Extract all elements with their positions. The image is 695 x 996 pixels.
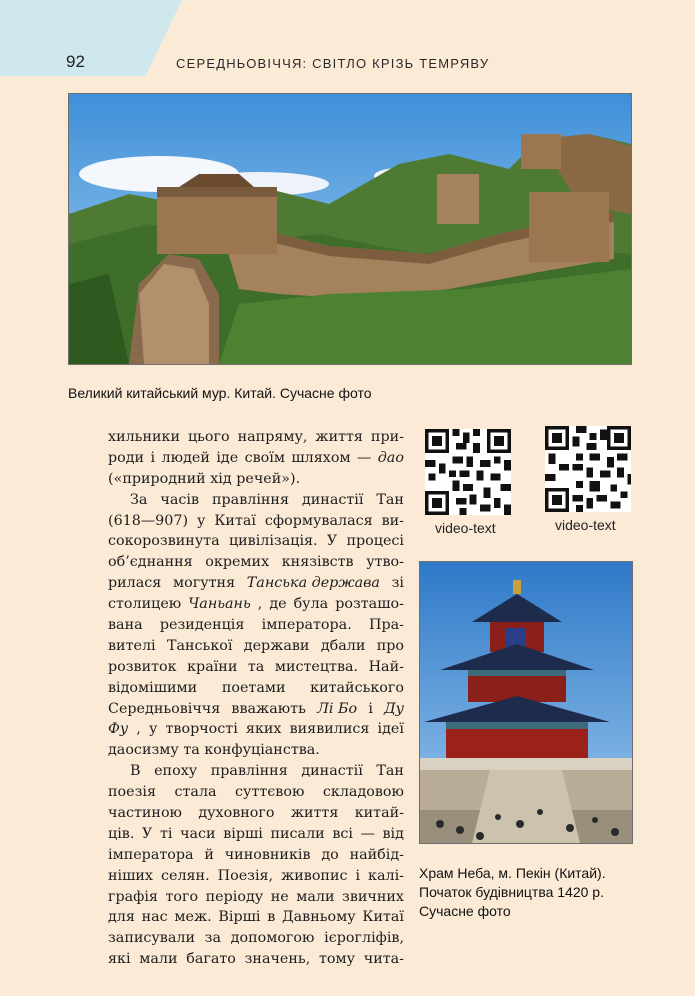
text-word: Лі Бо xyxy=(317,700,358,717)
text-word: частиною xyxy=(108,805,183,822)
great-wall-photo xyxy=(68,93,632,365)
text-word: вана xyxy=(108,617,143,634)
text-word: даосизму та конфуціанства. xyxy=(108,742,320,759)
text-word: Ду xyxy=(384,700,404,717)
text-word: дбали xyxy=(320,637,366,654)
text-word: епоху xyxy=(154,763,198,780)
text-word: процесі xyxy=(346,533,404,550)
text-word: Най- xyxy=(368,658,404,675)
text-word: стала xyxy=(174,784,217,801)
text-word: ідеї xyxy=(377,721,404,738)
text-word: часи xyxy=(180,825,216,842)
text-word: часів xyxy=(160,491,200,508)
text-word: для xyxy=(108,909,135,926)
text-word: Давньому xyxy=(282,909,356,926)
text-line xyxy=(108,949,404,970)
text-word: меж. xyxy=(174,909,212,926)
text-word: де xyxy=(269,596,287,613)
text-word: чиновників xyxy=(224,846,311,863)
text-line xyxy=(108,678,404,699)
text-word: могутня xyxy=(173,575,236,592)
text-word: , xyxy=(257,596,263,613)
text-word: хильники xyxy=(108,429,180,445)
text-line xyxy=(108,803,404,824)
text-word: князівств xyxy=(281,554,354,571)
text-word: багато xyxy=(186,951,236,968)
text-word: іде xyxy=(216,449,239,466)
text-word: селян. xyxy=(160,867,210,884)
text-word: резиденція xyxy=(159,617,245,634)
text-word: сформувалася xyxy=(264,512,373,529)
text-word: столицею xyxy=(108,596,182,613)
text-word: чита- xyxy=(363,951,404,968)
text-word: та xyxy=(247,658,265,675)
text-word: Чаньань xyxy=(188,596,251,613)
text-word: значень, xyxy=(244,951,311,968)
text-word: і xyxy=(355,867,361,884)
text-word: до xyxy=(321,846,339,863)
text-line xyxy=(108,490,404,511)
text-word: від xyxy=(382,825,404,842)
text-line xyxy=(108,782,404,803)
text-word: в xyxy=(267,909,276,926)
text-word: калі- xyxy=(368,867,404,884)
text-word: країни xyxy=(187,658,238,675)
text-word: живопис xyxy=(281,867,348,884)
text-line xyxy=(108,511,404,532)
text-word: ті xyxy=(159,825,173,842)
text-line xyxy=(108,845,404,866)
text-word: життя xyxy=(315,429,363,445)
text-word: цього xyxy=(187,429,230,445)
text-word: сокорозвинута xyxy=(108,533,220,550)
text-word: ніших xyxy=(108,867,153,884)
text-line xyxy=(108,928,404,949)
text-line xyxy=(108,657,404,678)
temple-caption-line: Сучасне фото xyxy=(419,903,511,919)
text-word: утво- xyxy=(366,554,404,571)
text-line xyxy=(108,448,404,469)
text-word: імператора. xyxy=(261,617,352,634)
text-line xyxy=(108,907,404,928)
text-word: роди xyxy=(108,449,145,466)
text-word: всі xyxy=(332,825,353,842)
text-word: шляхом xyxy=(291,449,351,466)
text-word: і xyxy=(150,449,156,466)
text-word: поетами xyxy=(221,679,286,696)
text-word: Вірші xyxy=(218,909,261,926)
text-word: мали xyxy=(139,951,178,968)
text-word: зі xyxy=(391,575,404,592)
text-line xyxy=(108,866,404,887)
text-word: У xyxy=(326,533,338,550)
text-word: записували xyxy=(108,930,195,947)
text-word: про xyxy=(376,637,404,654)
text-word: у xyxy=(196,512,206,529)
text-word: життя xyxy=(290,805,339,822)
text-line xyxy=(108,469,404,490)
text-word: яких xyxy=(245,721,282,738)
temple-photo-caption xyxy=(419,864,639,921)
text-line xyxy=(108,761,404,782)
text-line xyxy=(108,427,404,448)
text-word: В xyxy=(130,763,141,780)
qr-label-2: video-text xyxy=(555,517,616,533)
text-line xyxy=(108,699,404,720)
temple-caption-line: Початок будівництва 1420 р. xyxy=(419,884,604,900)
text-word: дао xyxy=(377,449,404,466)
text-line xyxy=(108,531,404,552)
text-word: правління xyxy=(211,491,289,508)
text-word: не xyxy=(270,888,289,905)
text-word: («природний хід речей»). xyxy=(108,470,301,487)
text-word: Поезія, xyxy=(217,867,274,884)
text-word: Китаї xyxy=(214,512,256,529)
text-word: нас xyxy=(141,909,168,926)
text-word: мали xyxy=(296,888,335,905)
text-word: того xyxy=(165,888,199,905)
text-word: цивілізація. xyxy=(228,533,318,550)
text-word: правління xyxy=(210,763,288,780)
text-word: тому xyxy=(318,951,356,968)
text-word: періоду xyxy=(205,888,264,905)
text-word: династії xyxy=(301,491,364,508)
text-line xyxy=(108,573,404,594)
text-word: й xyxy=(204,846,214,863)
text-word: — xyxy=(357,449,372,466)
text-word: звичних xyxy=(342,888,404,905)
qr-code-1[interactable] xyxy=(425,429,511,515)
text-word: допомогою xyxy=(230,930,315,947)
text-word: і xyxy=(368,700,373,717)
text-word: напряму, xyxy=(237,429,308,445)
text-word: суттєвою xyxy=(235,784,305,801)
qr-label-1: video-text xyxy=(435,520,496,536)
text-line xyxy=(108,615,404,636)
text-word: Танської xyxy=(166,637,233,654)
text-word: окремих xyxy=(205,554,270,571)
text-word: вірші xyxy=(223,825,263,842)
text-word: складовою xyxy=(322,784,404,801)
text-word: Тан xyxy=(376,763,404,780)
temple-of-heaven-photo xyxy=(419,561,633,844)
text-word: китай- xyxy=(354,805,404,822)
text-word: ви- xyxy=(381,512,404,529)
qr-code-2[interactable] xyxy=(545,426,631,512)
text-line xyxy=(108,636,404,657)
text-word: держави xyxy=(243,637,310,654)
text-line xyxy=(108,719,404,740)
text-word: імператора xyxy=(108,846,194,863)
text-word: писали xyxy=(270,825,325,842)
text-word: У xyxy=(142,825,153,842)
text-word: найбід- xyxy=(349,846,404,863)
page-number: 92 xyxy=(66,52,85,71)
text-line xyxy=(108,740,404,761)
text-line xyxy=(108,552,404,573)
text-word: виявилися xyxy=(289,721,370,738)
text-word: об’єднання xyxy=(108,554,193,571)
text-word: вителі xyxy=(108,637,156,654)
running-head: СЕРЕДНЬОВІЧЧЯ: СВІТЛО КРІЗЬ ТЕМРЯВУ xyxy=(176,56,490,71)
text-word: Китаї xyxy=(362,909,404,926)
text-word: Фу xyxy=(108,721,129,738)
text-word: які xyxy=(108,951,131,968)
wall-photo-caption: Великий китайський мур. Китай. Сучасне фото xyxy=(68,385,372,401)
text-word: За xyxy=(130,491,148,508)
text-word: мистецтва. xyxy=(274,658,359,675)
text-word: за xyxy=(204,930,221,947)
text-word: (618—907) xyxy=(108,512,189,529)
text-word: творчості xyxy=(165,721,238,738)
text-line xyxy=(108,887,404,908)
text-word: розвиток xyxy=(108,658,177,675)
text-word: духовного xyxy=(198,805,275,822)
text-word: людей xyxy=(161,449,210,466)
text-word: була xyxy=(293,596,329,613)
text-word: Танська держава xyxy=(246,575,380,592)
text-word: у xyxy=(148,721,158,738)
header-tab xyxy=(0,0,182,76)
text-word: Пра- xyxy=(368,617,404,634)
text-line xyxy=(108,594,404,615)
text-word: китайського xyxy=(310,679,404,696)
text-word: династії xyxy=(301,763,363,780)
text-word: Середньовіччя xyxy=(108,700,221,717)
text-word: графія xyxy=(108,888,158,905)
text-word: вважають xyxy=(231,700,306,717)
text-word: при- xyxy=(370,429,404,445)
text-word: відомішими xyxy=(108,679,198,696)
text-line xyxy=(108,824,404,845)
text-word: ієрогліфів, xyxy=(324,930,404,947)
text-word: своїм xyxy=(244,449,285,466)
temple-caption-line: Храм Неба, м. Пекін (Китай). xyxy=(419,865,606,881)
text-word: — xyxy=(360,825,375,842)
text-word: поезія xyxy=(108,784,156,801)
body-text xyxy=(108,427,404,970)
text-word: Тан xyxy=(376,491,404,508)
text-word: розташо- xyxy=(335,596,404,613)
text-word: , xyxy=(136,721,141,738)
text-word: рилася xyxy=(108,575,162,592)
text-word: ців. xyxy=(108,825,135,842)
